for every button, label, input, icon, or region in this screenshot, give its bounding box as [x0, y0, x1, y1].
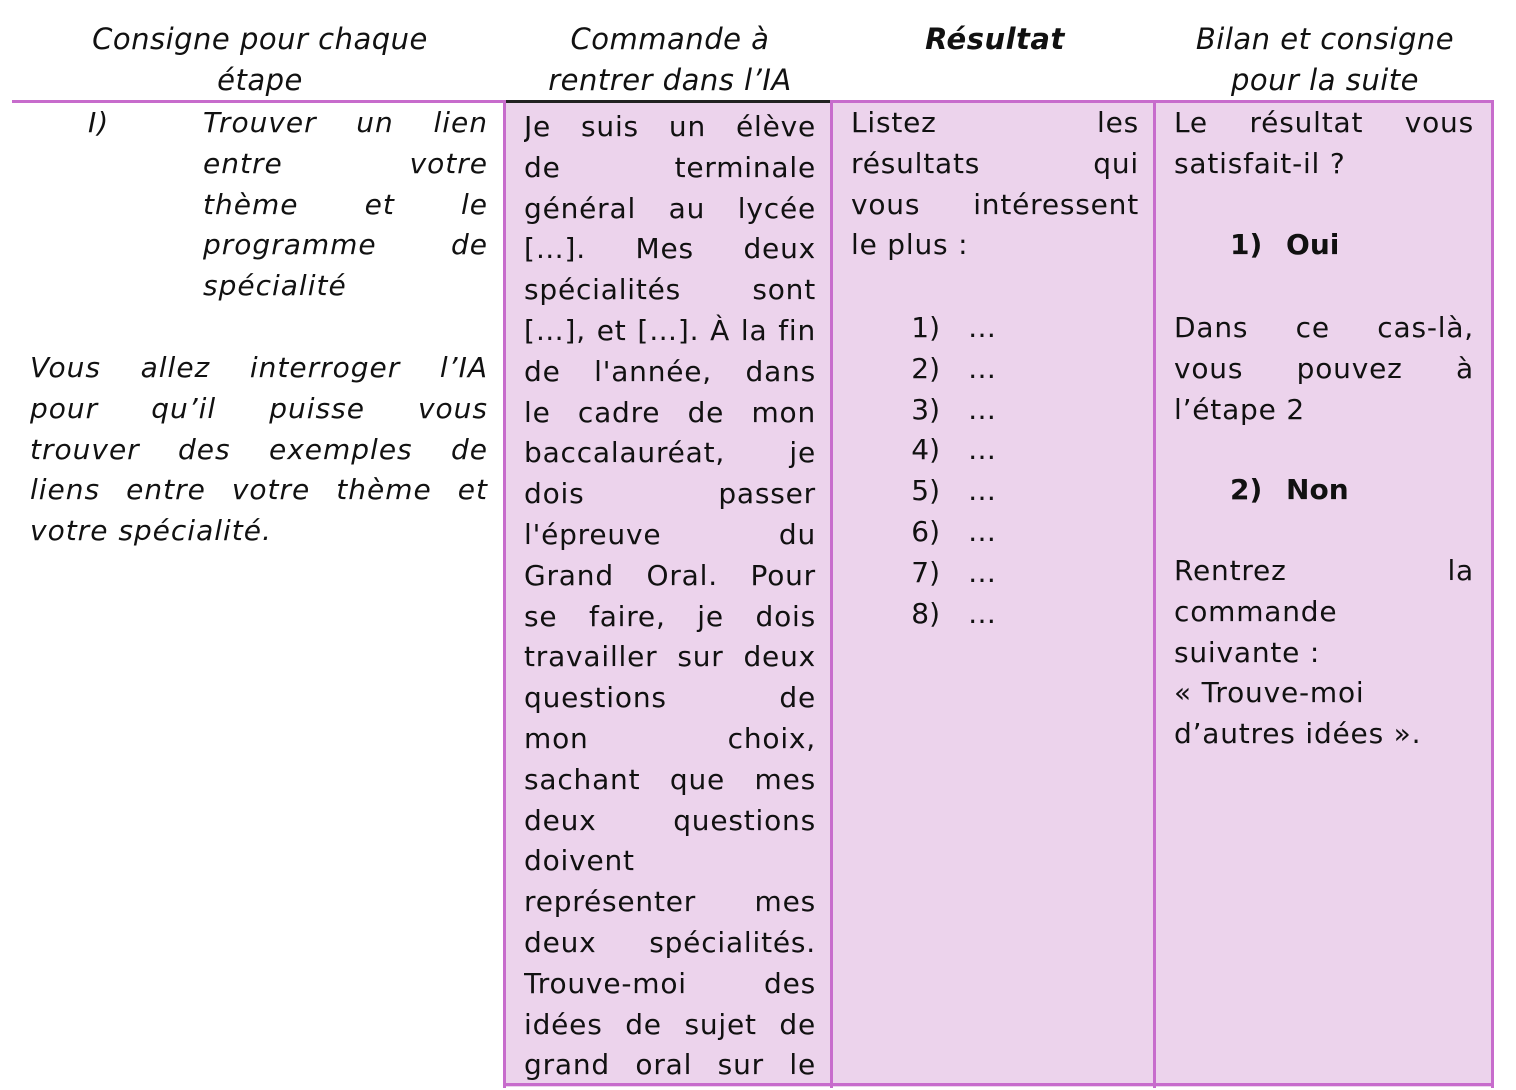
instruction-line: votre spécialité. [30, 514, 272, 548]
option-non-label: Non [1286, 473, 1349, 506]
list-item [884, 594, 996, 635]
result-intro-line: résultats qui [851, 146, 1139, 180]
option-oui-line: Dans ce cas-là, [1174, 311, 1474, 344]
list-item-number: 7) [911, 555, 940, 589]
command-line: baccalauréat, je [524, 436, 816, 470]
step-number: I) [88, 106, 110, 139]
list-item-text: … [968, 392, 996, 426]
command-line: général au lycée [524, 191, 816, 225]
command-line: représenter mes [524, 885, 816, 919]
list-item-number: 1) [911, 311, 940, 344]
column-divider-2 [830, 100, 833, 1088]
list-item-text: … [968, 351, 996, 385]
header-resultat-line1: Résultat [925, 22, 1065, 56]
result-intro-line: Listez les [851, 106, 1139, 139]
bilan-question [1174, 103, 1474, 185]
list-item [884, 553, 996, 594]
bilan-question-line: satisfait-il ? [1174, 146, 1346, 180]
step-title-line: entre votre [203, 146, 488, 180]
commande-top-border [505, 100, 831, 103]
list-item-text: … [968, 514, 996, 548]
command-line: deux spécialités. [524, 925, 816, 959]
command-text [524, 107, 816, 1086]
step-title-line: programme de [203, 228, 488, 262]
command-line: […], et […]. À la fin [524, 313, 816, 347]
header-commande-line1: Commande à [570, 22, 770, 56]
header-bilan-line1: Bilan et consigne [1195, 22, 1455, 56]
option-oui [1230, 225, 1339, 266]
column-divider-right [1491, 100, 1494, 1088]
list-item [884, 308, 996, 349]
step-title-line: Trouver un lien [203, 106, 488, 139]
command-line: questions de [524, 681, 816, 715]
header-bilan [1160, 18, 1490, 100]
command-line: Grand Oral. Pour [524, 558, 816, 592]
result-intro-line: vous intéressent [851, 187, 1139, 221]
bilan-question-line: Le résultat vous [1174, 106, 1474, 139]
command-line: travailler sur deux [524, 640, 816, 674]
list-item [884, 349, 996, 390]
column-divider-1 [503, 100, 506, 1088]
column-divider-3 [1153, 100, 1156, 1088]
header-consigne-line2: étape [217, 62, 303, 97]
step-instruction [30, 348, 488, 552]
list-item-text: … [968, 474, 996, 508]
list-item [884, 512, 996, 553]
command-line: l'épreuve du [524, 517, 816, 551]
list-item-text: … [968, 555, 996, 589]
list-item-text: … [968, 596, 996, 630]
list-item [884, 430, 996, 471]
option-non-line: commande [1174, 594, 1338, 628]
command-line: de l'année, dans [524, 354, 816, 388]
list-item-number: 6) [911, 514, 940, 548]
option-oui-text [1174, 308, 1474, 430]
command-line: spécialités sont [524, 273, 816, 307]
step-title-line: spécialité [203, 269, 347, 303]
instruction-line: trouver des exemples de [30, 432, 488, 466]
option-non-line: « Trouve-moi [1174, 676, 1365, 710]
option-oui-label: Oui [1286, 228, 1340, 261]
list-item-number: 3) [911, 392, 940, 426]
header-consigne-line1: Consigne pour chaque [92, 22, 428, 56]
option-oui-line: l’étape 2 [1174, 392, 1305, 426]
command-line: le cadre de mon [524, 395, 816, 429]
option-oui-line: vous pouvez à [1174, 351, 1474, 385]
option-non-number: 2) [1230, 473, 1263, 506]
list-item-text: … [968, 433, 996, 467]
command-line: Trouve-moi des [524, 966, 816, 1000]
option-oui-number: 1) [1230, 228, 1263, 261]
instruction-line: pour qu’il puisse vous [30, 391, 488, 425]
result-intro [851, 103, 1139, 266]
list-item [884, 390, 996, 431]
command-line: doivent [524, 844, 635, 878]
header-commande [510, 18, 830, 100]
list-item-number: 5) [911, 474, 940, 508]
command-line: de terminale [524, 150, 816, 184]
option-non-text [1174, 551, 1474, 755]
list-item-number: 2) [911, 351, 940, 385]
header-bilan-line2: pour la suite [1231, 62, 1419, 97]
command-line: Je suis un élève [524, 110, 816, 143]
command-line: sachant que mes [524, 762, 816, 796]
option-non-line: Rentrez la [1174, 554, 1474, 587]
header-consigne [40, 18, 480, 100]
result-intro-line: le plus : [851, 228, 969, 262]
command-line: […]. Mes deux [524, 232, 816, 266]
step-title-line: thème et le [203, 187, 488, 221]
option-non [1230, 470, 1349, 511]
command-line: idées de sujet de [524, 1007, 816, 1041]
command-line: grand oral sur le [524, 1048, 816, 1082]
command-line: se faire, je dois [524, 599, 816, 633]
option-non-line: d’autres idées ». [1174, 717, 1422, 751]
result-list [884, 308, 996, 634]
header-resultat [835, 18, 1155, 59]
command-line: dois passer [524, 477, 816, 511]
option-non-line: suivante : [1174, 635, 1321, 669]
header-commande-line2: rentrer dans l’IA [548, 62, 792, 97]
command-line: deux questions [524, 803, 816, 837]
list-item-number: 8) [911, 596, 940, 630]
list-item [884, 471, 996, 512]
instruction-line: liens entre votre thème et [30, 473, 488, 507]
step-title [203, 103, 488, 307]
list-item-text: … [968, 311, 996, 344]
command-line: mon choix, [524, 721, 816, 755]
list-item-number: 4) [911, 433, 940, 467]
instruction-line: Vous allez interroger l’IA [30, 351, 488, 384]
